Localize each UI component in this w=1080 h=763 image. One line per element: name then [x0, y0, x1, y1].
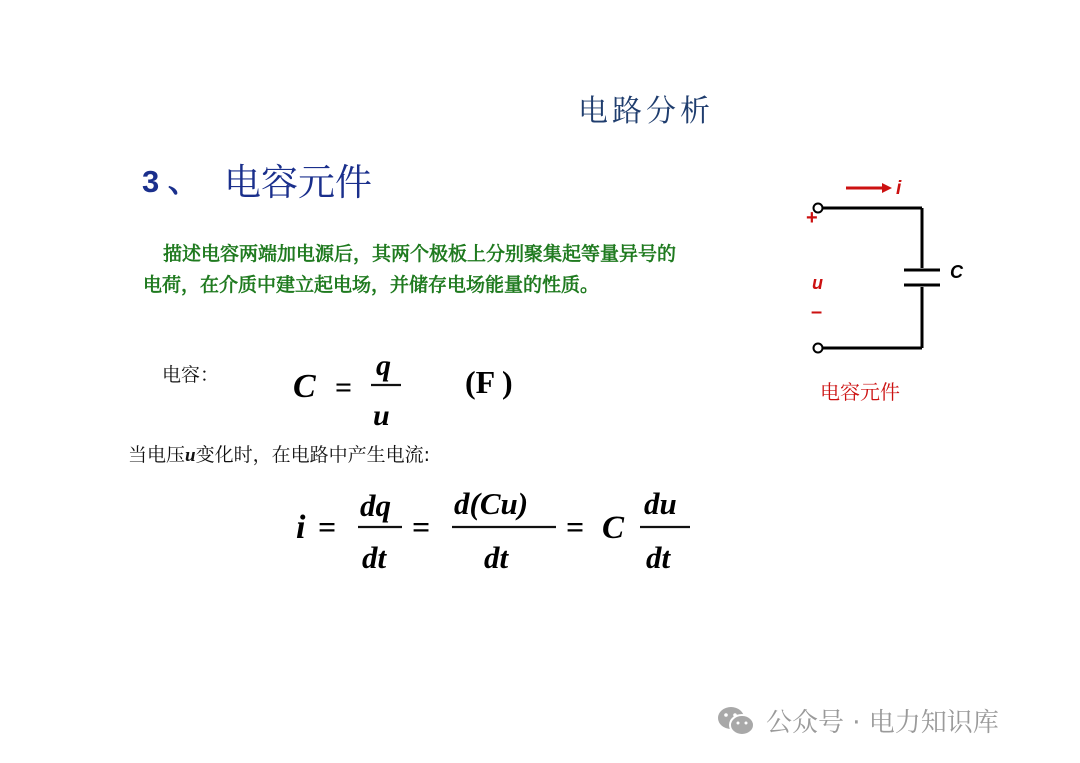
plus-sign: +	[806, 207, 818, 229]
capacitor-circuit-diagram	[780, 170, 1000, 370]
current-eq-3: =	[566, 509, 585, 545]
cap-lhs: C	[293, 368, 316, 405]
voltage-label: u	[812, 273, 823, 293]
minus-sign: –	[811, 301, 823, 323]
current-arrow-head	[882, 183, 892, 193]
watermark-text: 公众号 · 电力知识库	[766, 708, 999, 738]
section-number: 3 、	[142, 164, 199, 199]
frac3-denominator: dt	[646, 540, 671, 575]
bottom-terminal	[814, 344, 823, 353]
description-line-2: 电荷，在介质中建立起电场，并储存电场能量的性质。	[143, 274, 600, 296]
cap-numerator: q	[376, 349, 391, 382]
frac3-numerator: du	[644, 486, 677, 521]
current-eq-2: =	[412, 509, 431, 545]
frac2-numerator: d(Cu)	[454, 486, 529, 521]
frac2-denominator: dt	[484, 540, 509, 575]
frac1-numerator: dq	[360, 488, 391, 523]
current-coef: C	[602, 510, 625, 546]
capacitance-formula	[285, 345, 545, 435]
voltage-note-variable: u	[185, 445, 196, 466]
current-formula	[290, 480, 710, 590]
current-label: i	[896, 178, 902, 199]
circuit-caption: 电容元件	[820, 380, 900, 404]
voltage-change-note	[128, 440, 430, 467]
watermark	[716, 702, 999, 739]
cap-unit: (F )	[465, 364, 513, 400]
voltage-note-suffix: 变化时，在电路中产生电流:	[195, 444, 430, 466]
cap-denominator: u	[373, 399, 390, 432]
voltage-note-prefix: 当电压	[128, 444, 186, 466]
page-title: 电路分析	[578, 94, 714, 129]
description-line-1: 描述电容两端加电源后，其两个极板上分别聚集起等量异号的	[163, 243, 677, 265]
capacitor-label: C	[950, 262, 963, 282]
cap-equals: =	[335, 371, 353, 404]
current-eq-1: =	[318, 509, 337, 545]
wechat-icon	[716, 704, 756, 738]
capacitance-label: 电容：	[162, 364, 220, 386]
current-lhs: i	[296, 509, 306, 546]
description	[143, 239, 803, 301]
section-title: 电容元件	[224, 161, 372, 204]
frac1-denominator: dt	[362, 540, 387, 575]
